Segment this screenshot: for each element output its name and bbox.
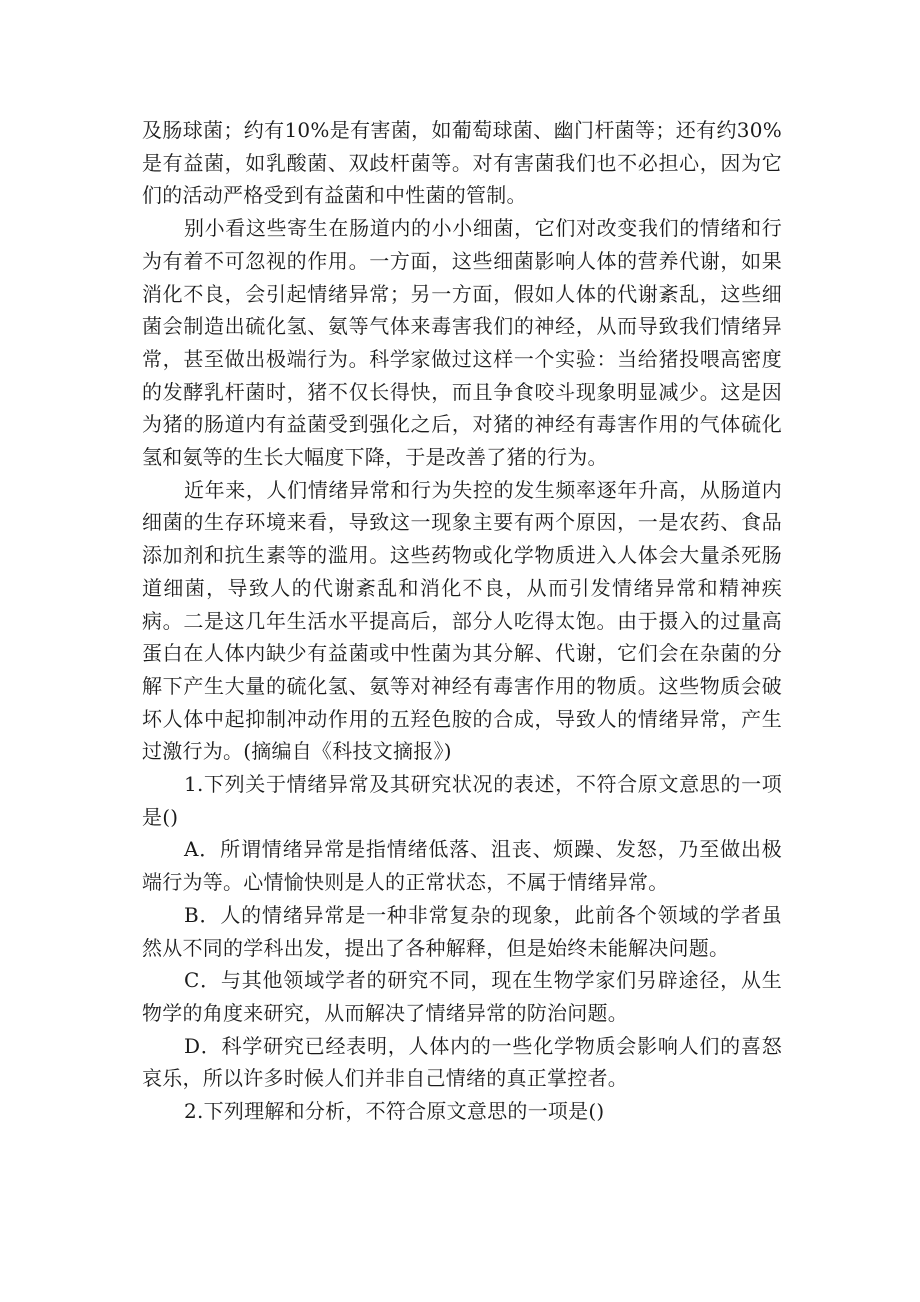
- question-1-option-a: A．所谓情绪异常是指情绪低落、沮丧、烦躁、发怒，乃至做出极端行为等。心情愉快则是人的正常状态，不属于情绪异常。: [142, 837, 782, 895]
- question-2-stem: 2.下列理解和分析，不符合原文意思的一项是(): [184, 1099, 605, 1124]
- paragraph-continuation: 及肠球菌；约有10%是有害菌，如葡萄球菌、幽门杆菌等；还有约30%是有益菌，如乳酸菌、双歧杆菌等。对有害菌我们也不必担心，因为它们的活动严格受到有益菌和中性菌的管制。: [142, 118, 782, 208]
- question-1-option-b: B．人的情绪异常是一种非常复杂的现象，此前各个领域的学者虽然从不同的学科出发，提出了各种解释，但是始终未能解决问题。: [142, 902, 782, 960]
- question-1-option-d: D．科学研究已经表明，人体内的一些化学物质会影响人们的喜怒哀乐，所以许多时候人们并非自己情绪的真正掌控者。: [142, 1033, 782, 1091]
- question-1-stem: 1.下列关于情绪异常及其研究状况的表述，不符合原文意思的一项是(): [142, 772, 782, 829]
- paragraph-bacteria-effect: 别小看这些寄生在肠道内的小小细菌，它们对改变我们的情绪和行为有着不可忽视的作用。一方面，这些细菌影响人体的营养代谢，如果消化不良，会引起情绪异常；另一方面，假如人体的代谢紊乱，这些细菌会制造出硫化氢、氨等气体来毒害我们的神经，从而导致我们情绪异常，甚至做出极端行为。科学家做过这样一个实验：当给猪投喂高密度的发酵乳杆菌时，猪不仅长得快，而且争食咬斗现象明显减少。这是因为猪的肠道内有益菌受到强化之后，对猪的神经有毒害作用的气体硫化氢和氨等的生长大幅度下降，于是改善了猪的行为。: [142, 216, 782, 470]
- paragraph-causes: 近年来，人们情绪异常和行为失控的发生频率逐年升高，从肠道内细菌的生存环境来看，导致这一现象主要有两个原因，一是农药、食品添加剂和抗生素等的滥用。这些药物或化学物质进入人体会大量杀死肠道细菌，导致人的代谢紊乱和消化不良，从而引发情绪异常和精神疾病。二是这几年生活水平提高后，部分人吃得太饱。由于摄入的过量高蛋白在人体内缺少有益菌或中性菌为其分解、代谢，它们会在杂菌的分解下产生大量的硫化氢、氨等对神经有毒害作用的物质。这些物质会破坏人体中起抑制冲动作用的五羟色胺的合成，导致人的情绪异常，产生过激行为。(摘编自《科技文摘报》): [142, 477, 782, 764]
- question-1-option-c: C．与其他领域学者的研究不同，现在生物学家们另辟途径，从生物学的角度来研究，从而解决了情绪异常的防治问题。: [142, 968, 782, 1025]
- document-page: [142, 114, 782, 1128]
